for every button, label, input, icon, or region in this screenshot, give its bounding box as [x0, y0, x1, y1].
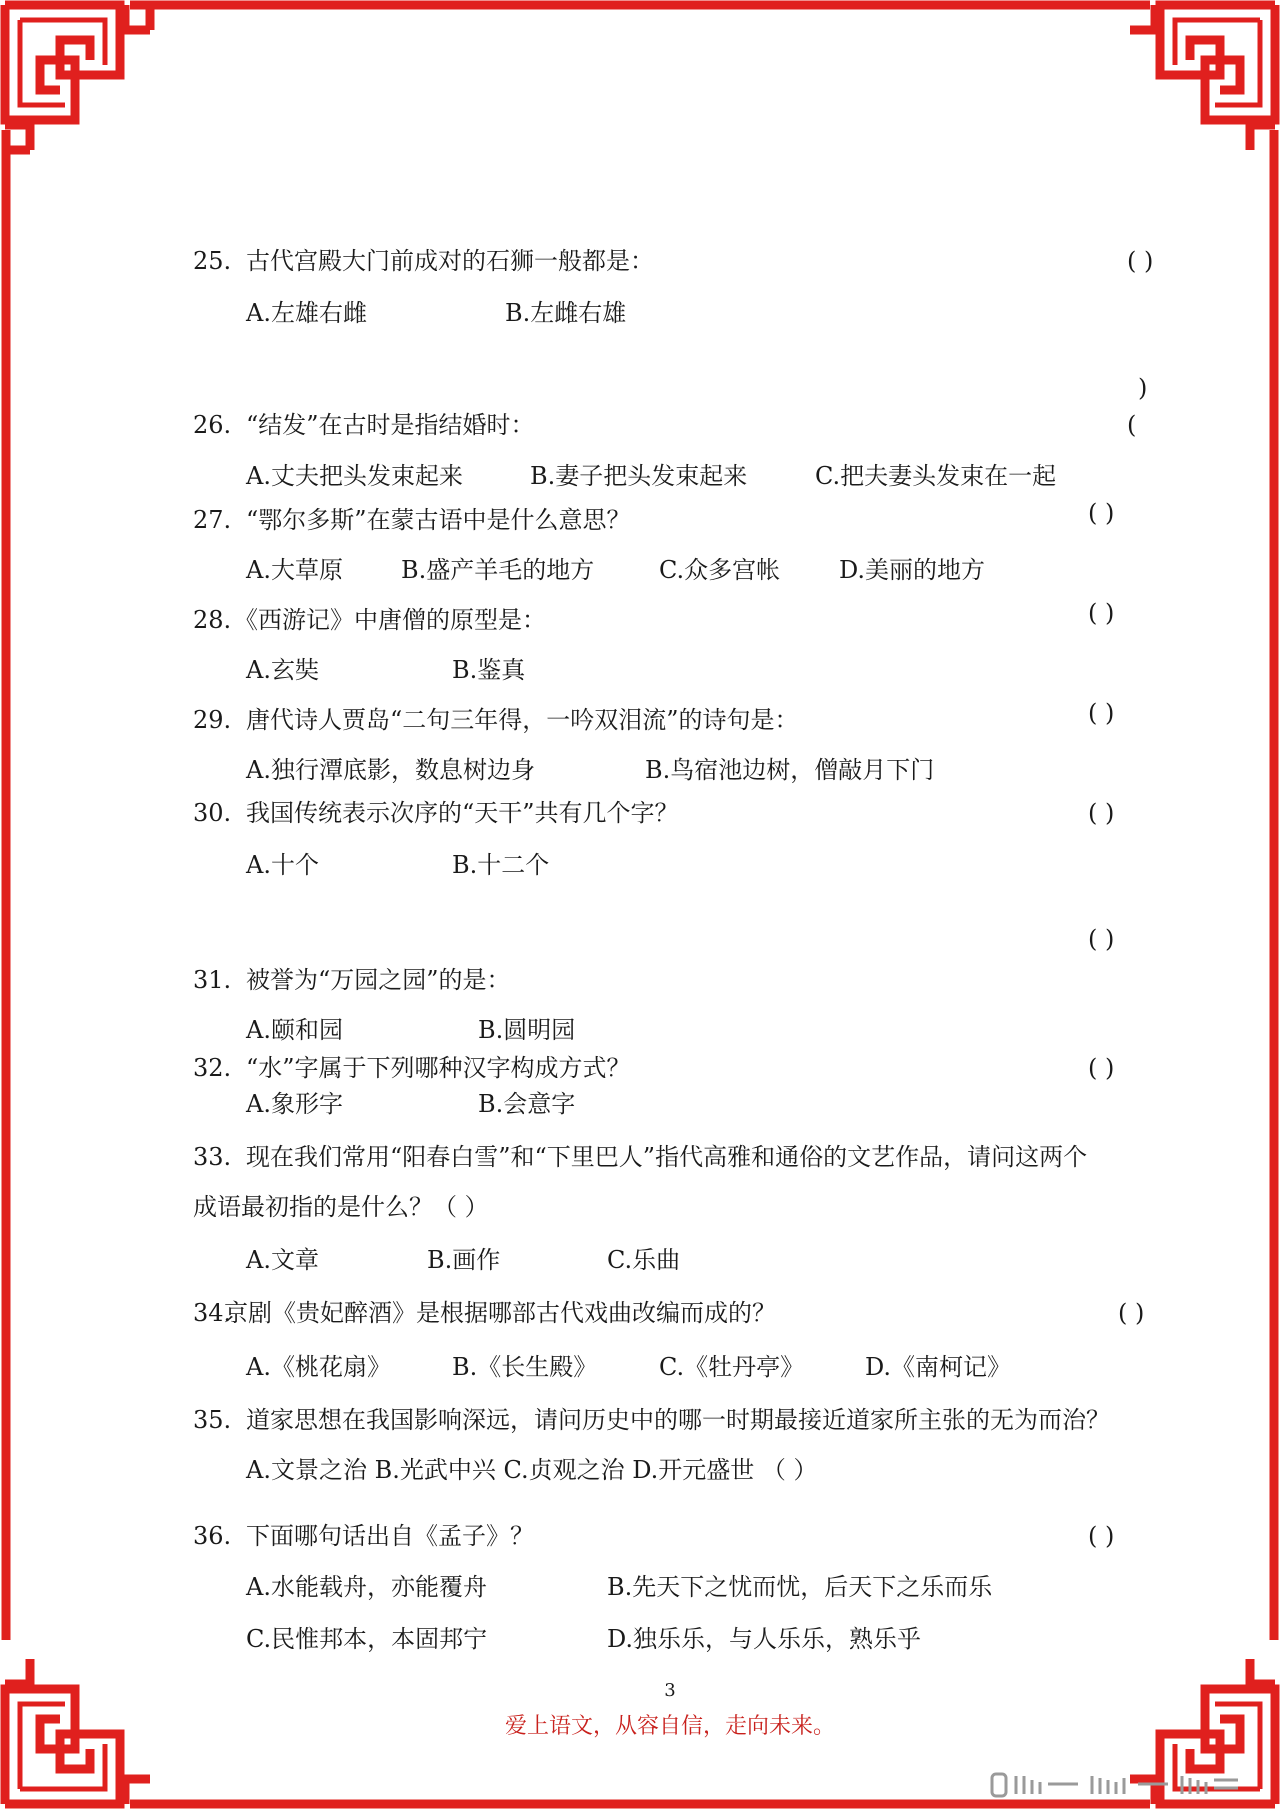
option: A.颐和园 [246, 1016, 343, 1044]
question-number: 27. [193, 506, 232, 534]
option: B.妻子把头发束起来 [530, 462, 748, 490]
option: C.把夫妻头发束在一起 [815, 462, 1057, 490]
question-number: 31. [193, 966, 232, 994]
question-text: “结发”在古时是指结婚时： [246, 411, 535, 439]
question-number: 32. [193, 1054, 232, 1082]
option: B.画作 [427, 1246, 501, 1274]
option: A.独行潭底影，数息树边身 [246, 756, 535, 784]
question-number: 29. [193, 706, 232, 734]
option: B.鸟宿池边树，僧敲月下门 [645, 756, 935, 784]
option: C.众多宫帐 [659, 556, 781, 584]
question-text-line2: 成语最初指的是什么？（ ） [193, 1193, 489, 1221]
option: B.左雌右雄 [505, 299, 627, 327]
question-text: 京剧《贵妃醉酒》是根据哪部古代戏曲改编而成的？ [224, 1299, 776, 1327]
answer-bracket: ( ) [1088, 499, 1115, 527]
question-number: 26. [193, 411, 232, 439]
question-text: 下面哪句话出自《孟子》？ [246, 1522, 534, 1550]
option: C.乐曲 [607, 1246, 681, 1274]
question-number: 25. [193, 247, 232, 275]
option: B.《长生殿》 [452, 1353, 598, 1381]
question-number: 35. [193, 1406, 232, 1434]
option: B.鉴真 [452, 656, 526, 684]
question-text: 唐代诗人贾岛“二句三年得，一吟双泪流”的诗句是： [246, 706, 799, 734]
options-line: A.文景之治 B.光武中兴 C.贞观之治 D.开元盛世 （ ） [246, 1456, 818, 1484]
answer-bracket: ( ) [1118, 1299, 1145, 1327]
footer-motto: 爱上语文，从容自信，走向未来。 [504, 1714, 835, 1739]
option: B.十二个 [452, 851, 550, 879]
answer-bracket: ( ) [1088, 925, 1115, 953]
option: A.象形字 [246, 1090, 343, 1118]
option: B.圆明园 [478, 1016, 576, 1044]
option: C.《牡丹亭》 [659, 1353, 805, 1381]
question-number: 30. [193, 799, 232, 827]
option: D.《南柯记》 [865, 1353, 1012, 1381]
option: B.盛产羊毛的地方 [401, 556, 595, 584]
question-number: 36. [193, 1522, 232, 1550]
question-text: 《西游记》中唐僧的原型是： [234, 606, 546, 634]
question-number: 34. [193, 1299, 232, 1327]
option: A.丈夫把头发束起来 [246, 462, 463, 490]
option: A.《桃花扇》 [246, 1353, 391, 1381]
option: A.文章 [246, 1246, 319, 1274]
question-number: 33. [193, 1143, 232, 1171]
answer-bracket-open: ( [1127, 411, 1137, 439]
option: A.大草原 [246, 556, 343, 584]
option: D.独乐乐，与人乐乐，熟乐乎 [607, 1625, 922, 1653]
option: C.民惟邦本，本固邦宁 [246, 1625, 488, 1653]
option: A.十个 [246, 851, 319, 879]
answer-bracket: ( ) [1127, 247, 1154, 275]
option: B.会意字 [478, 1090, 576, 1118]
option: B.先天下之忧而忧，后天下之乐而乐 [607, 1573, 993, 1601]
question-number: 28. [193, 606, 232, 634]
question-text: “鄂尔多斯”在蒙古语中是什么意思？ [246, 506, 631, 534]
answer-bracket: ( ) [1088, 1522, 1115, 1550]
watermark-icon [988, 1770, 1248, 1800]
answer-bracket: ( ) [1088, 699, 1115, 727]
answer-bracket: ( ) [1088, 599, 1115, 627]
option: D.美丽的地方 [839, 556, 986, 584]
option: A.水能载舟，亦能覆舟 [246, 1573, 487, 1601]
page-number: 3 [664, 1680, 676, 1701]
question-text: 现在我们常用“阳春白雪”和“下里巴人”指代高雅和通俗的文艺作品，请问这两个 [246, 1143, 1088, 1171]
question-text: 我国传统表示次序的“天干”共有几个字？ [246, 799, 679, 827]
answer-bracket: ( ) [1088, 1054, 1115, 1082]
question-text: 道家思想在我国影响深远，请问历史中的哪一时期最接近道家所主张的无为而治？ [246, 1406, 1110, 1434]
answer-bracket: ( ) [1088, 799, 1115, 827]
option: A.左雄右雌 [246, 299, 367, 327]
option: A.玄奘 [246, 656, 319, 684]
question-text: 古代宫殿大门前成对的石狮一般都是： [246, 247, 654, 275]
question-text: “水”字属于下列哪种汉字构成方式？ [246, 1054, 631, 1082]
answer-bracket-close: ) [1138, 374, 1148, 402]
question-text: 被誉为“万园之园”的是： [246, 966, 511, 994]
